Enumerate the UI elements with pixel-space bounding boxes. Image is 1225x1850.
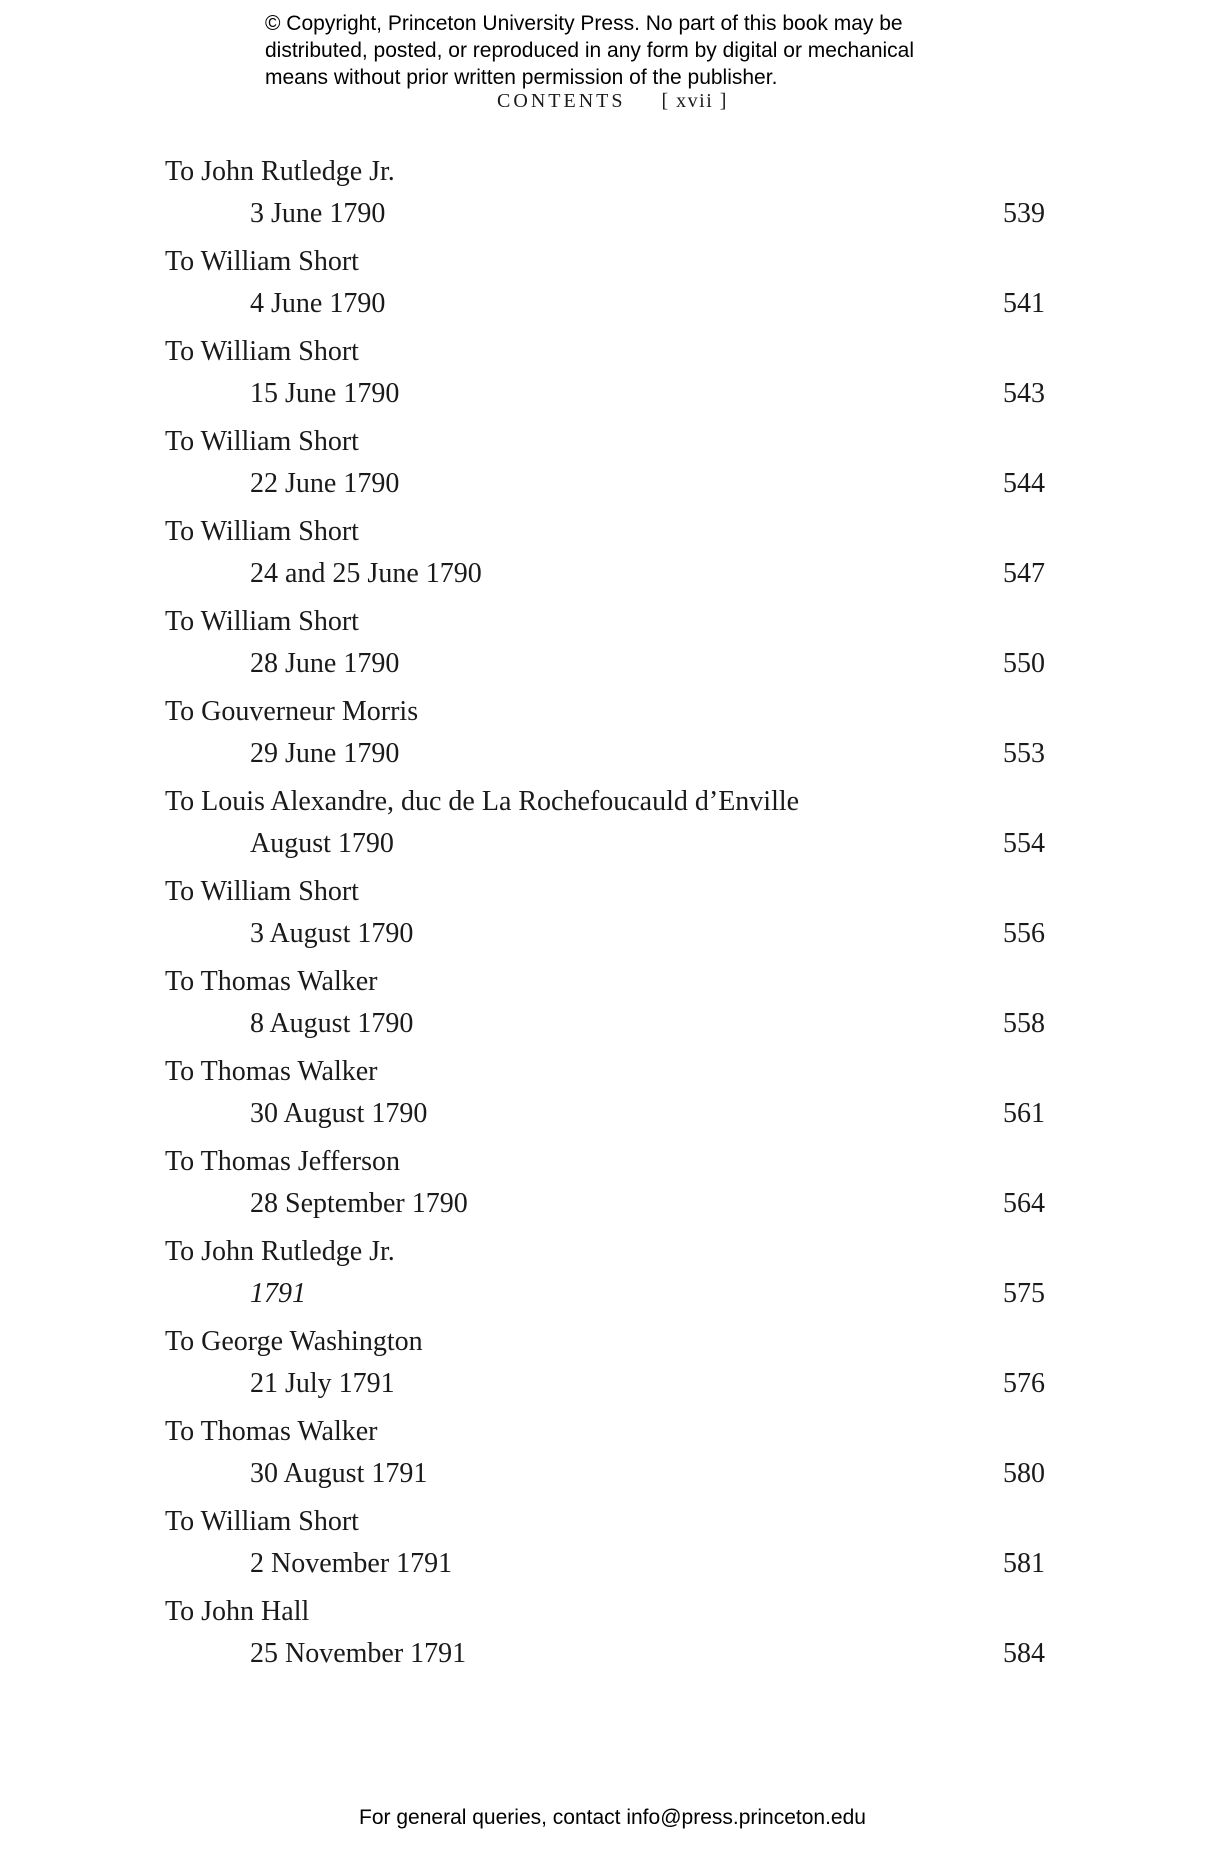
toc-entry-date-row [165, 1454, 1045, 1494]
toc-entry-date-row [165, 1184, 1045, 1224]
toc-entry [165, 420, 1045, 510]
toc-entry-page-number: 564 [1003, 1188, 1045, 1219]
toc-entry-date: 30 August 1791 [250, 1458, 428, 1489]
running-head-title: CONTENTS [497, 90, 626, 112]
toc-entry [165, 1320, 1045, 1410]
toc-entry-date: 30 August 1790 [250, 1098, 428, 1129]
toc-entry-recipient: To William Short [165, 336, 359, 367]
toc-entry-page-number: 584 [1003, 1638, 1045, 1669]
toc-entry-date: 28 June 1790 [250, 648, 400, 679]
toc-entry-date: 28 September 1790 [250, 1188, 468, 1219]
toc-entry [165, 330, 1045, 420]
toc-entry-recipient: To William Short [165, 606, 359, 637]
toc-entry-recipient: To William Short [165, 1506, 359, 1537]
toc-entry-recipient: To Thomas Jefferson [165, 1146, 400, 1177]
toc-entry-date: 3 June 1790 [250, 198, 386, 229]
toc-entry-date: 24 and 25 June 1790 [250, 558, 482, 589]
toc-entry-recipient: To Gouverneur Morris [165, 696, 419, 727]
page-folio: [ xvii ] [661, 90, 728, 112]
toc-entry-date: 22 June 1790 [250, 468, 400, 499]
toc-entry-recipient: To Thomas Walker [165, 1416, 378, 1447]
toc-entry-page-number: 544 [1003, 468, 1045, 499]
toc-entry-recipient: To John Rutledge Jr. [165, 156, 395, 187]
toc-entry-recipient: To George Washington [165, 1326, 423, 1357]
toc-entry-recipient: To John Rutledge Jr. [165, 1236, 395, 1267]
toc-entry [165, 1500, 1045, 1590]
toc-entry-date-row [165, 464, 1045, 504]
toc-entry-date-row [165, 374, 1045, 414]
toc-entry-page-number: 576 [1003, 1368, 1045, 1399]
toc-entry-date: 8 August 1790 [250, 1008, 414, 1039]
toc-entry-page-number: 547 [1003, 558, 1045, 589]
toc-entry-date-row [165, 644, 1045, 684]
toc-entry-recipient: To Thomas Walker [165, 966, 378, 997]
toc-entry-page-number: 554 [1003, 828, 1045, 859]
toc-entry-date-row [165, 914, 1045, 954]
toc-entry [165, 150, 1045, 240]
toc-entry [165, 1590, 1045, 1680]
toc-entry-recipient: To William Short [165, 426, 359, 457]
toc-entry-date: 4 June 1790 [250, 288, 386, 319]
toc-entry-date-row [165, 1634, 1045, 1674]
toc-entry-date: 25 November 1791 [250, 1638, 467, 1669]
toc-entry [165, 1410, 1045, 1500]
toc-entry-page-number: 580 [1003, 1458, 1045, 1489]
toc-entry-page-number: 541 [1003, 288, 1045, 319]
toc-entry-date: 15 June 1790 [250, 378, 400, 409]
toc-entry-date-row [165, 194, 1045, 234]
toc-entry-recipient: To Thomas Walker [165, 1056, 378, 1087]
toc-entry [165, 1230, 1045, 1320]
toc-entry [165, 600, 1045, 690]
toc-entry-recipient: To William Short [165, 516, 359, 547]
toc-entry-date-row [165, 1004, 1045, 1044]
toc-entry-date-row [165, 554, 1045, 594]
toc-entry-page-number: 581 [1003, 1548, 1045, 1579]
table-of-contents [165, 150, 1045, 1680]
toc-entry-date: 1791 [250, 1278, 306, 1309]
toc-entry-date-row [165, 284, 1045, 324]
toc-entry [165, 690, 1045, 780]
toc-entry-recipient: To Louis Alexandre, duc de La Rochefoucauld d’Enville [165, 786, 800, 817]
copyright-line: © Copyright, Princeton University Press. No part of this book may be [265, 12, 903, 35]
toc-entry-page-number: 543 [1003, 378, 1045, 409]
toc-entry-page-number: 558 [1003, 1008, 1045, 1039]
toc-entry-page-number: 539 [1003, 198, 1045, 229]
toc-entry-date: 21 July 1791 [250, 1368, 395, 1399]
toc-entry-date: 29 June 1790 [250, 738, 400, 769]
toc-entry [165, 1050, 1045, 1140]
queries-footer: For general queries, contact info@press.princeton.edu [359, 1806, 866, 1829]
toc-entry-recipient: To William Short [165, 876, 359, 907]
toc-entry-page-number: 553 [1003, 738, 1045, 769]
copyright-line: distributed, posted, or reproduced in any form by digital or mechanical [265, 39, 915, 62]
toc-entry [165, 780, 1045, 870]
toc-entry-date-row [165, 1364, 1045, 1404]
toc-entry-page-number: 556 [1003, 918, 1045, 949]
toc-entry [165, 870, 1045, 960]
toc-entry-date-row [165, 1094, 1045, 1134]
toc-entry [165, 960, 1045, 1050]
copyright-notice [265, 10, 914, 91]
toc-entry-date: 2 November 1791 [250, 1548, 453, 1579]
toc-entry-page-number: 561 [1003, 1098, 1045, 1129]
toc-entry-date-row [165, 1274, 1045, 1314]
toc-entry-date-row [165, 824, 1045, 864]
running-head [0, 90, 1225, 113]
toc-entry-page-number: 575 [1003, 1278, 1045, 1309]
toc-entry-recipient: To John Hall [165, 1596, 310, 1627]
toc-entry [165, 240, 1045, 330]
toc-entry-page-number: 550 [1003, 648, 1045, 679]
toc-entry-date-row [165, 734, 1045, 774]
toc-entry [165, 1140, 1045, 1230]
toc-entry-recipient: To William Short [165, 246, 359, 277]
toc-entry [165, 510, 1045, 600]
toc-entry-date: August 1790 [250, 828, 394, 859]
toc-entry-date: 3 August 1790 [250, 918, 414, 949]
toc-entry-date-row [165, 1544, 1045, 1584]
copyright-line: means without prior written permission of the publisher. [265, 66, 778, 89]
